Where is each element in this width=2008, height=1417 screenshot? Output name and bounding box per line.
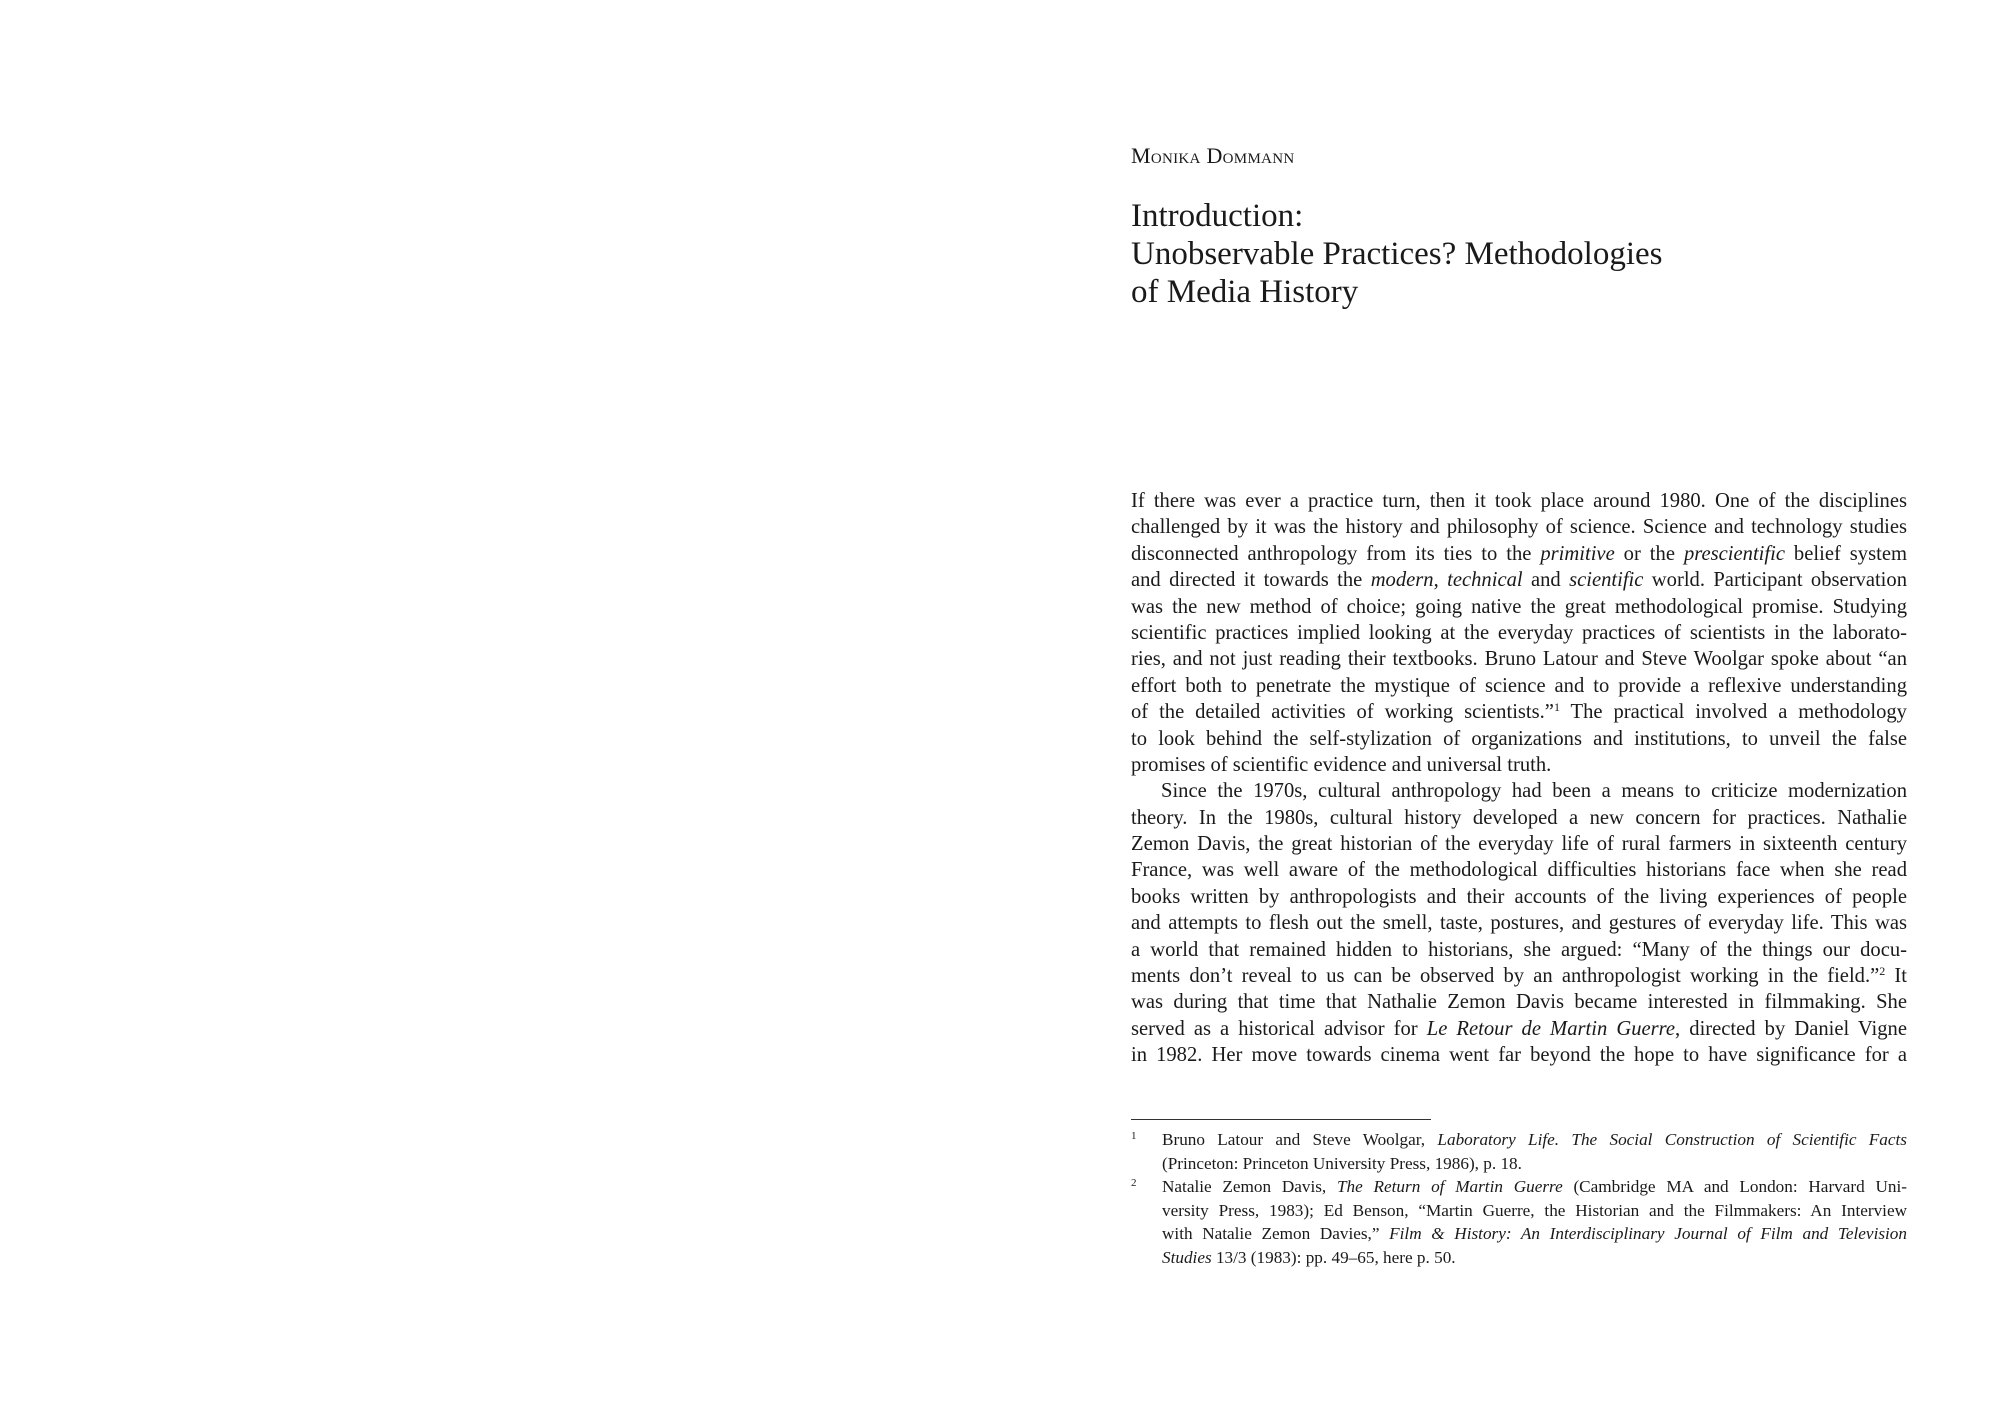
footnotes bbox=[1131, 1128, 1907, 1270]
text-line: in 1982. Her move towards cinema went far beyond the hope to have significance for a bbox=[1131, 1044, 1907, 1067]
text-line: was the new method of choice; going native the great methodological promise. Studying bbox=[1131, 595, 1907, 618]
text-line: scientific practices implied looking at the everyday practices of scientists in the laborato- bbox=[1131, 621, 1907, 644]
emphasis: primitive bbox=[1540, 542, 1615, 565]
text-line: to look behind the self-stylization of organizations and institutions, to unveil the false bbox=[1131, 727, 1907, 750]
journal-title: Film & History: An Interdisciplinary Journal of Film and Television bbox=[1389, 1224, 1907, 1244]
footnote-divider bbox=[1131, 1119, 1431, 1120]
text-line: a world that remained hidden to historians, she argued: “Many of the things our docu- bbox=[1131, 938, 1907, 961]
footnote-line: (Princeton: Princeton University Press, 1986), p. 18. bbox=[1162, 1153, 1522, 1173]
emphasis: scientific bbox=[1569, 569, 1644, 592]
text-line: ments don’t reveal to us can be observed by an anthropologist working in the field.”$^2$ It bbox=[1131, 964, 1907, 988]
right-page bbox=[1004, 0, 2008, 1417]
text-line: theory. In the 1980s, cultural history developed a new concern for practices. Nathalie bbox=[1131, 806, 1907, 829]
footnote-line: with Natalie Zemon Davies,” Film & History: An Interdisciplinary Journal of Film and Television bbox=[1162, 1224, 1907, 1244]
book-title: The Return of Martin Guerre bbox=[1336, 1177, 1563, 1197]
text-line: served as a historical advisor for Le Retour de Martin Guerre, directed by Daniel Vigne bbox=[1131, 1017, 1907, 1040]
text-line: ries, and not just reading their textbooks. Bruno Latour and Steve Woolgar spoke about “an bbox=[1131, 648, 1907, 671]
footnote-number: 1 bbox=[1131, 1130, 1137, 1142]
chapter-title bbox=[1131, 197, 1831, 311]
text-line: effort both to penetrate the mystique of science and to provide a reflexive understanding bbox=[1131, 674, 1907, 697]
film-title: Le Retour de Martin Guerre bbox=[1426, 1017, 1676, 1040]
text-line: Since the 1970s, cultural anthropology had been a means to criticize modernization bbox=[1161, 780, 1907, 803]
text-line: disconnected anthropology from its ties to the primitive or the prescientific belief system bbox=[1131, 542, 1907, 565]
footnote bbox=[1131, 1175, 1907, 1269]
author-name: Monika Dommann bbox=[1131, 143, 1295, 168]
text-line: If there was ever a practice turn, then it took place around 1980. One of the disciplines bbox=[1131, 490, 1907, 512]
footnote-line: Studies 13/3 (1983): pp. 49–65, here p. 50. bbox=[1162, 1247, 1456, 1267]
text-line: France, was well aware of the methodological difficulties historians face when she read bbox=[1131, 859, 1907, 882]
text-line: promises of scientific evidence and universal truth. bbox=[1131, 753, 1552, 776]
text-line: challenged by it was the history and philosophy of science. Science and technology studies bbox=[1131, 516, 1907, 539]
paragraph bbox=[1131, 488, 1907, 778]
book-title: Laboratory Life. The Social Construction of Scientific Facts bbox=[1437, 1130, 1907, 1149]
footnote-line: Natalie Zemon Davis, The Return of Martin Guerre (Cambridge MA and London: Harvard Uni- bbox=[1162, 1177, 1907, 1197]
footnote-line: Bruno Latour and Steve Woolgar, Laboratory Life. The Social Construction of Scientific Facts bbox=[1162, 1130, 1907, 1149]
text-line: books written by anthropologists and their accounts of the living experiences of people bbox=[1131, 885, 1907, 908]
emphasis: modern bbox=[1370, 569, 1434, 592]
text-line: and attempts to flesh out the smell, taste, postures, and gestures of everyday life. This was bbox=[1131, 912, 1907, 935]
title-line: Introduction: bbox=[1131, 198, 1304, 234]
footnote-reference[interactable]: 1 bbox=[1553, 700, 1560, 715]
text-line: of the detailed activities of working scientists.”$^1$ The practical involved a methodology bbox=[1131, 700, 1907, 724]
paragraph bbox=[1131, 778, 1907, 1068]
text-line: Zemon Davis, the great historian of the everyday life of rural farmers in sixteenth century bbox=[1131, 833, 1907, 856]
body-text bbox=[1131, 488, 1907, 1069]
title-line: of Media History bbox=[1131, 274, 1359, 310]
footnote-reference[interactable]: 2 bbox=[1879, 964, 1886, 979]
text-line: and directed it towards the modern, technical and scientific world. Participant observation bbox=[1131, 569, 1908, 592]
title-line: Unobservable Practices? Methodologies bbox=[1131, 236, 1663, 272]
emphasis: prescientific bbox=[1683, 542, 1785, 565]
text-line: was during that time that Nathalie Zemon Davis became interested in filmmaking. She bbox=[1131, 991, 1907, 1014]
footnote-line: versity Press, 1983); Ed Benson, “Martin Guerre, the Historian and the Filmmakers: An Interview bbox=[1162, 1200, 1907, 1220]
footnote-number: 2 bbox=[1131, 1177, 1137, 1190]
footnote bbox=[1131, 1128, 1907, 1175]
journal-title: Studies bbox=[1162, 1247, 1212, 1267]
emphasis: technical bbox=[1447, 569, 1523, 592]
